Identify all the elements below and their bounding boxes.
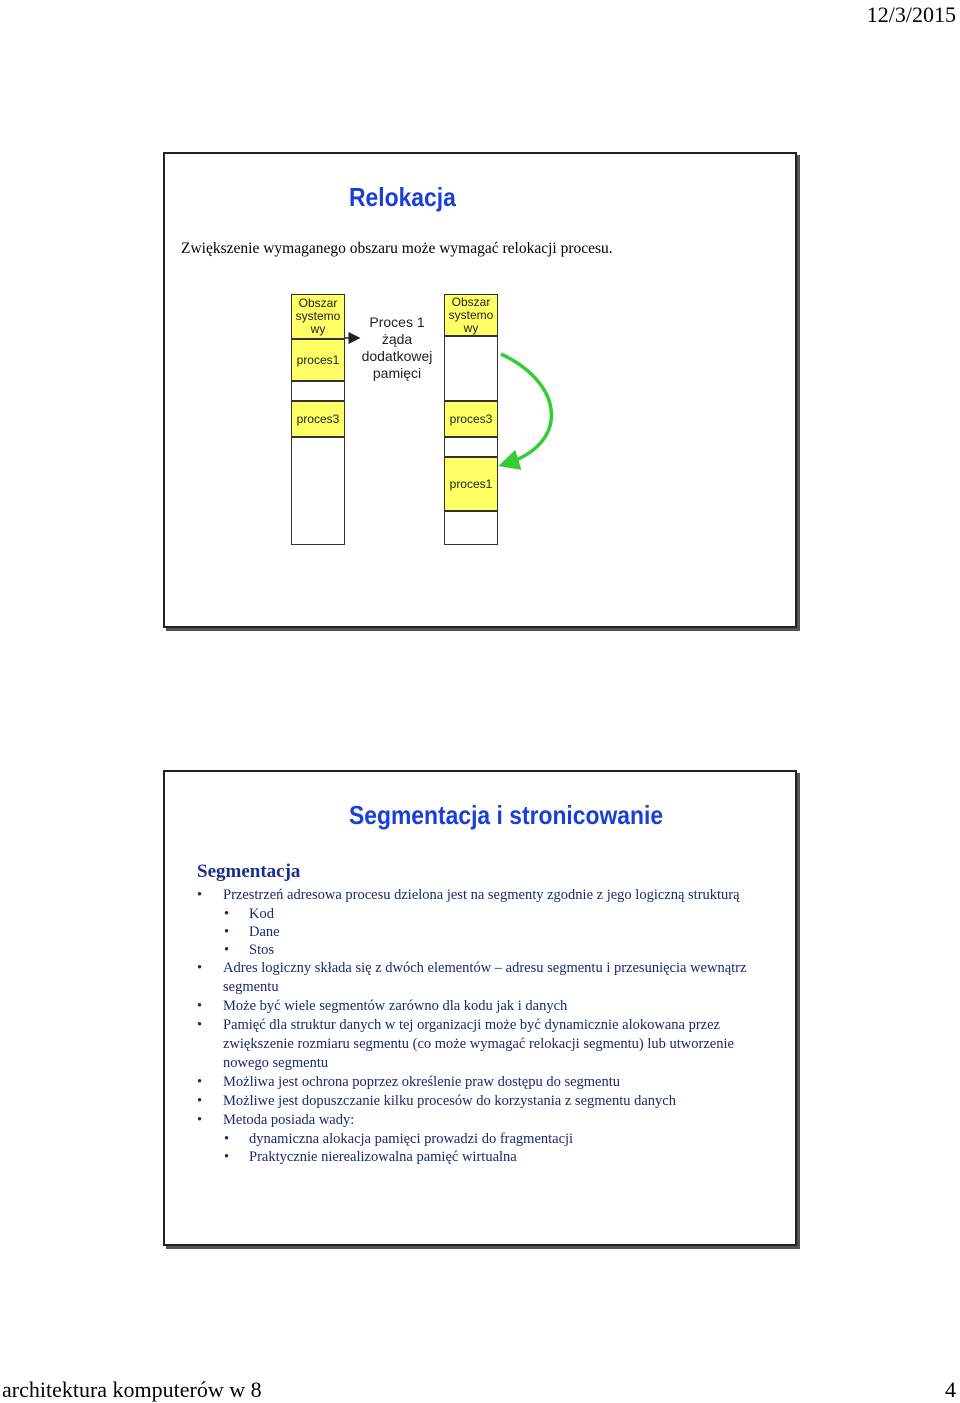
memory-os-area-right: Obszar systemo wy bbox=[444, 294, 498, 336]
list-item: • dynamiczna alokacja pamięci prowadzi do fragmentacji bbox=[197, 1130, 767, 1148]
memory-process1-left: proces1 bbox=[291, 339, 345, 381]
list-item: • Możliwe jest dopuszczanie kilku procesów do korzystania z segmentu danych bbox=[197, 1092, 767, 1111]
memory-process3-right: proces3 bbox=[444, 401, 498, 437]
section-heading: Segmentacja bbox=[197, 861, 301, 882]
page-date: 12/3/2015 bbox=[866, 2, 956, 27]
list-item: • Może być wiele segmentów zarówno dla kodu jak i danych bbox=[197, 997, 767, 1016]
memory-process3-left: proces3 bbox=[291, 401, 345, 437]
diagram-arrows bbox=[165, 154, 799, 630]
page-number: 4 bbox=[945, 1377, 956, 1402]
slide-title: Relokacja bbox=[349, 182, 456, 212]
list-item: • Możliwa jest ochrona poprzez określenie praw dostępu do segmentu bbox=[197, 1073, 767, 1092]
list-item: • Metoda posiada wady: bbox=[197, 1111, 767, 1130]
memory-os-area-left: Obszar systemo wy bbox=[291, 294, 345, 339]
slide-intro: Zwiększenie wymaganego obszaru może wymagać relokacji procesu. bbox=[181, 240, 613, 257]
list-item: • Przestrzeń adresowa procesu dzielona jest na segmenty zgodnie z jego logiczną strukturą bbox=[197, 886, 767, 905]
slide-segmentacja bbox=[163, 770, 797, 1246]
list-item: • Stos bbox=[197, 941, 767, 959]
list-item: • Adres logiczny składa się z dwóch elementów – adresu segmentu i przesunięcia wewnątrz segmentu bbox=[197, 959, 767, 997]
footer-course-title: architektura komputerów w 8 bbox=[2, 1377, 262, 1402]
slide-relokacja bbox=[163, 152, 797, 628]
bullet-list bbox=[197, 886, 767, 1166]
slide-title: Segmentacja i stronicowanie bbox=[349, 800, 664, 830]
process-request-text: Proces 1 żąda dodatkowej pamięci bbox=[361, 314, 433, 381]
list-item: • Dane bbox=[197, 923, 767, 941]
memory-process1-right: proces1 bbox=[444, 457, 498, 511]
list-item: • Kod bbox=[197, 905, 767, 923]
list-item: • Pamięć dla struktur danych w tej organizacji może być dynamicznie alokowana przez zwiększenie rozmiaru segmentu (co może wymagać relokacji segmentu) lub utworzenie nowego segmentu bbox=[197, 1016, 767, 1073]
list-item: • Praktycznie nierealizowalna pamięć wirtualna bbox=[197, 1148, 767, 1166]
relocation-arrow bbox=[501, 354, 551, 464]
